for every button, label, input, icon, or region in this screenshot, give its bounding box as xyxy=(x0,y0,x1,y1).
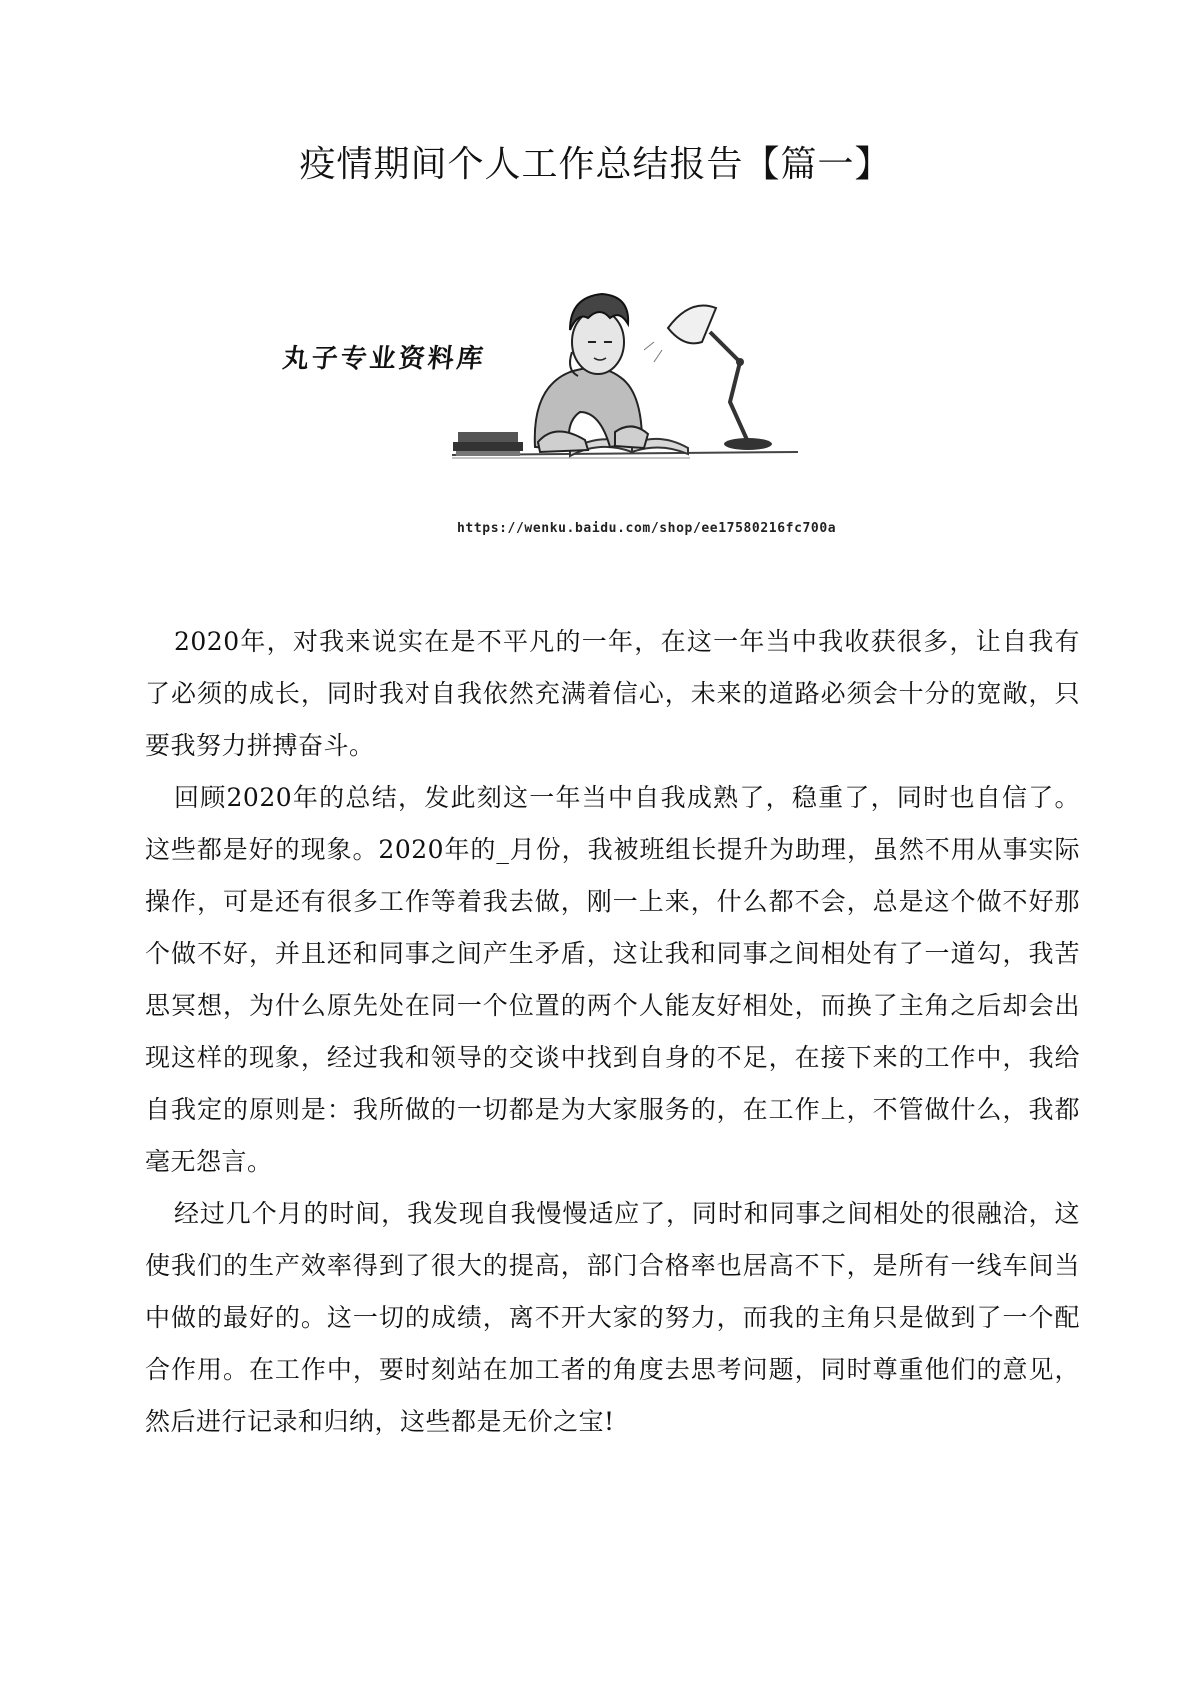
watermark-url-text: https://wenku.baidu.com/shop/ee17580216fc700a xyxy=(457,521,837,536)
paragraph-3: 经过几个月的时间，我发现自我慢慢适应了，同时和同事之间相处的很融洽，这使我们的生产效率得到了很大的提高，部门合格率也居高不下，是所有一线车间当中做的最好的。这一切的成绩，离不开大家的努力，而我的主角只是做到了一个配合作用。在工作中，要时刻站在加工者的角度去思考问题，同时尊重他们的意见，然后进行记录和归纳，这些都是无价之宝! xyxy=(145,1199,1080,1436)
document-title: 疫情期间个人工作总结报告【篇一】 xyxy=(299,144,892,185)
student-reading-at-desk-illustration xyxy=(270,292,950,542)
paragraph-2: 回顾2020年的总结，发此刻这一年当中自我成熟了，稳重了，同时也自信了。这些都是好的现象。2020年的_月份，我被班组长提升为助理，虽然不用从事实际操作，可是还有很多工作等着我去做，刚一上来，什么都不会，总是这个做不好那个做不好，并且还和同事之间产生矛盾，这让我和同事之间相处有了一道勾，我苦思冥想，为什么原先处在同一个位置的两个人能友好相处，而换了主角之后却会出现这样的现象，经过我和领导的交谈中找到自身的不足，在接下来的工作中，我给自我定的原则是：我所做的一切都是为大家服务的，在工作上，不管做什么，我都毫无怨言。 xyxy=(145,783,1080,1176)
document-body xyxy=(145,616,1080,1448)
paragraph-1: 2020年，对我来说实在是不平凡的一年，在这一年当中我收获很多，让自我有了必须的成长，同时我对自我依然充满着信心，未来的道路必须会十分的宽敞，只要我努力拼搏奋斗。 xyxy=(145,627,1080,760)
watermark-brand-text: 丸子专业资料库 xyxy=(281,344,488,374)
